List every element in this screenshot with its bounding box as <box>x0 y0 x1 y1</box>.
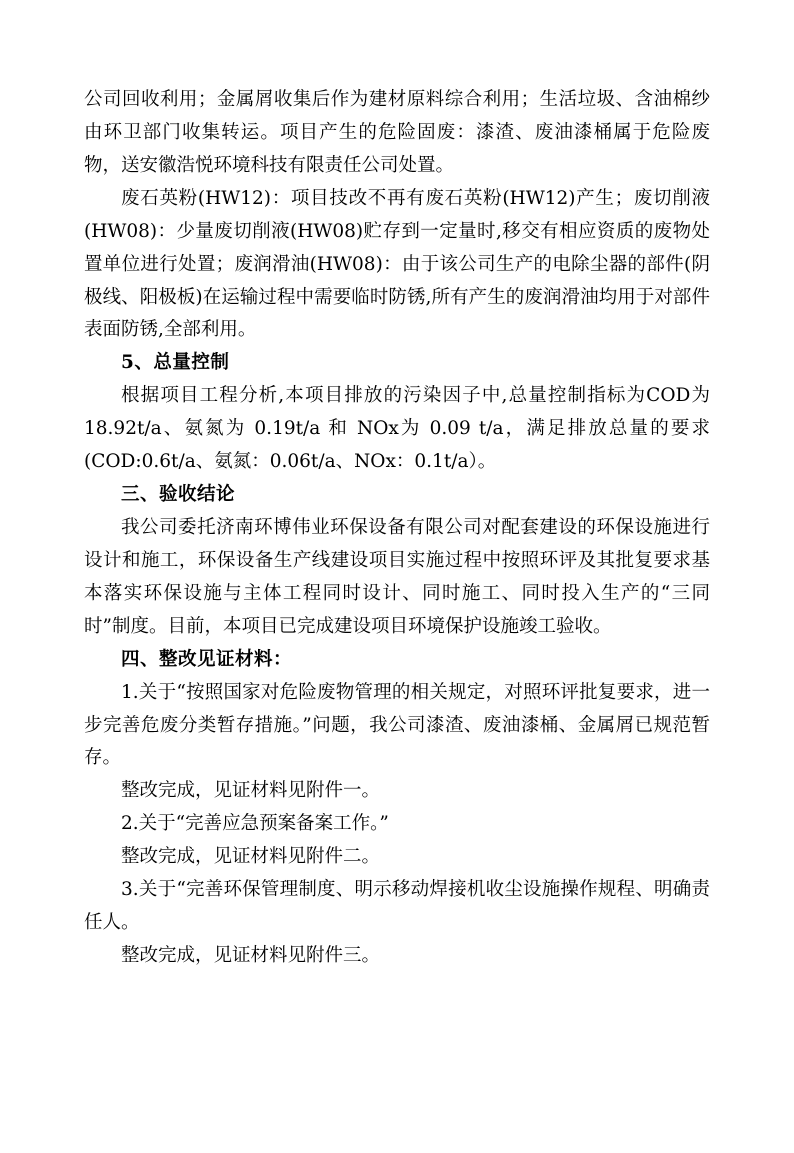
heading-total-amount-control: 5、总量控制 <box>121 352 230 374</box>
document-body <box>84 84 710 1153</box>
paragraph-acceptance-conclusion: 我公司委托济南环博伟业环保设备有限公司对配套建设的环保设施进行设计和施工，环保设备生产线建设项目实施过程中按照环评及其批复要求基本落实环保设施与主体工程同时设计、同时施工、同时投入生产的“三同时”制度。目前，本项目已完成建设项目环境保护设施竣工验收。 <box>84 516 710 637</box>
heading-rectification-materials: 四、整改见证材料： <box>121 648 293 670</box>
paragraph-item-2: 2.关于“完善应急预案备案工作。” <box>121 813 389 835</box>
paragraph-item-3: 3.关于“完善环保管理制度、明示移动焊接机收尘设施操作规程、明确责任人。 <box>84 879 710 934</box>
paragraph-item-2-result: 整改完成，见证材料见附件二。 <box>121 846 381 868</box>
paragraph-item-1: 1.关于“按照国家对危险废物管理的相关规定，对照环评批复要求，进一步完善危废分类暂存措施。”问题，我公司漆渣、废油漆桶、金属屑已规范暂存。 <box>84 681 710 769</box>
paragraph-item-3-result: 整改完成，见证材料见附件三。 <box>121 944 381 966</box>
paragraph-total-amount-control: 根据项目工程分析,本项目排放的污染因子中,总量控制指标为COD为 18.92t/a、氨氮为 0.19t/a 和 NOx为 0.09 t/a，满足排放总量的要求(COD:0.6t/a、氨氮：0.06t/a、NOx：0.1t/a）。 <box>84 385 710 473</box>
paragraph-hazardous-waste-detail: 废石英粉(HW12)：项目技改不再有废石英粉(HW12)产生；废切削液(HW08)：少量废切削液(HW08)贮存到一定量时,移交有相应资质的废物处置单位进行处置；废润滑油(HW08)：由于该公司生产的电除尘器的部件(阴极线、阳极板)在运输过程中需要临时防锈,所有产生的废润滑油均用于对部件表面防锈,全部利用。 <box>84 187 710 341</box>
page-blank-space <box>84 973 710 1153</box>
paragraph-waste-recycling: 公司回收利用；金属屑收集后作为建材原料综合利用；生活垃圾、含油棉纱由环卫部门收集转运。项目产生的危险固废：漆渣、废油漆桶属于危险废物，送安徽浩悦环境科技有限责任公司处置。 <box>84 89 710 176</box>
heading-acceptance-conclusion: 三、验收结论 <box>121 484 236 506</box>
paragraph-item-1-result: 整改完成，见证材料见附件一。 <box>121 780 381 802</box>
